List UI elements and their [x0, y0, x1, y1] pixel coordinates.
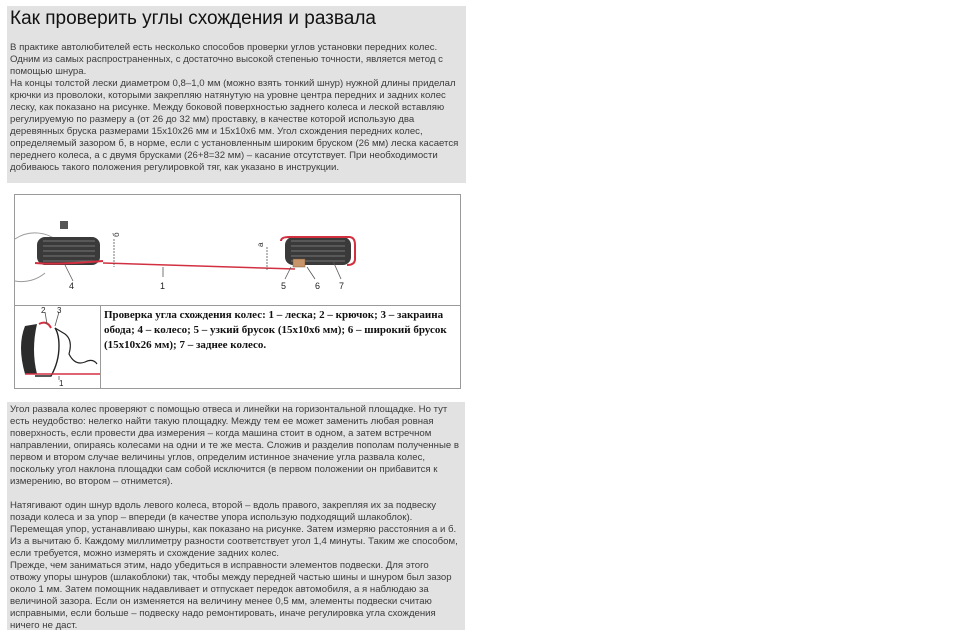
string-line: [103, 263, 295, 269]
dim-b-label: б: [112, 232, 121, 237]
label-4: 4: [69, 281, 75, 291]
body-paragraph-1: Угол развала колес проверяют с помощью отвеса и линейки на горизонтальной площадке. Но тут есть неудобство: нелегко найти такую площадку. Между тем ее может заменить любая ровная поверхность, если провести два измерения – когда машина стоит в одном, а затем встречном направлении, опираясь колесами на одни и те же места. Сложив и разделив пополам полученные в первом и втором случае величины углов, определим истинное значение угла развала колес, поскольку угол наклона площадки сам собой исключится (в первом положении он прибавится к измерению, во втором – отнимется).: [10, 404, 459, 487]
body-paragraph-2: Натягивают один шнур вдоль левого колеса, второй – вдоль правого, закрепляя их за подвеску позади колеса и за упор – впереди (в качестве упора использую подходящий шлакоблок). Перемещая упор, устанавливаю шнуры, как показано на рисунке. Затем измеряю расстояния а и б. Из а вычитаю б. Каждому миллиметру разности соответствует угол 1,4 минуты. Таким же способом, если требуется, можно измерять и схождение задних колес. Прежде, чем заниматься этим, надо убедиться в исправности элементов подвески. Для этого отвожу упоры шнуров (шлакоблоки) так, чтобы между передней частью шины и шнуром был зазор около 1 мм. Затем помощник надавливает и отпускает передок автомобиля, а я наблюдаю за величиной зазора. Если он изменяется на величину менее 0,5 мм, элементы подвески считаю исправными, если больше – подвеску надо ремонтировать, иначе регулировка угла схождения ничего не даст.: [10, 500, 458, 631]
label-1: 1: [160, 281, 166, 291]
figure-divider-vertical: [100, 305, 101, 388]
label-6: 6: [315, 281, 321, 291]
intro-section: [7, 6, 466, 183]
figure-caption: Проверка угла схождения колес: 1 – леска; 2 – крючок; 3 – закраина обода; 4 – колесо; 5 – узкий брусок (15х10х6 мм); 6 – широкий брусок (15х10х26 мм); 7 – заднее колесо.: [104, 309, 447, 351]
top-view-diagram: [15, 195, 460, 305]
rear-wheel: [281, 237, 355, 267]
wheel-outline-arc-lower: [15, 273, 45, 282]
intro-paragraph: В практике автолюбителей есть несколько способов проверки углов установки передних колес. Одним из самых распространенных, с достаточно высокой степенью точности, является метод с помощью шнура. На концы толстой лески диаметром 0,8–1,0 мм (можно взять тонкий шнур) нужной длины приделал крючки из проволоки, которыми закрепляю натянутую на уровне центра передних и задних колес леску, как показано на рисунке. Между боковой поверхностью заднего колеса и леской вставляю регулируемую по размеру а (от 26 до 32 мм) проставку, в качестве которой использую два деревянных бруска размерами 15х10х26 мм и 15х10х6 мм. Угол схождения передних колес, определяемый зазором б, в норме, если с установленным широким бруском (26 мм) леска касается переднего колеса, а с двумя брусками (26+8=32 мм) – касание отсутствует. При необходимости добиваюсь такого положения регулировкой тяг, как указано в инструкции.: [10, 42, 459, 173]
toe-check-figure: [14, 194, 461, 389]
section-label-3: 3: [57, 306, 62, 315]
dim-a-label: а: [256, 242, 265, 247]
front-wheel: [35, 221, 103, 265]
label-7: 7: [339, 281, 345, 291]
section-label-2: 2: [41, 306, 46, 315]
body-section: [7, 402, 465, 630]
label-5: 5: [281, 281, 287, 291]
page-title: Как проверить углы схождения и развала: [10, 8, 376, 29]
wheel-section-diagram: [15, 306, 100, 388]
section-label-1: 1: [59, 379, 64, 388]
